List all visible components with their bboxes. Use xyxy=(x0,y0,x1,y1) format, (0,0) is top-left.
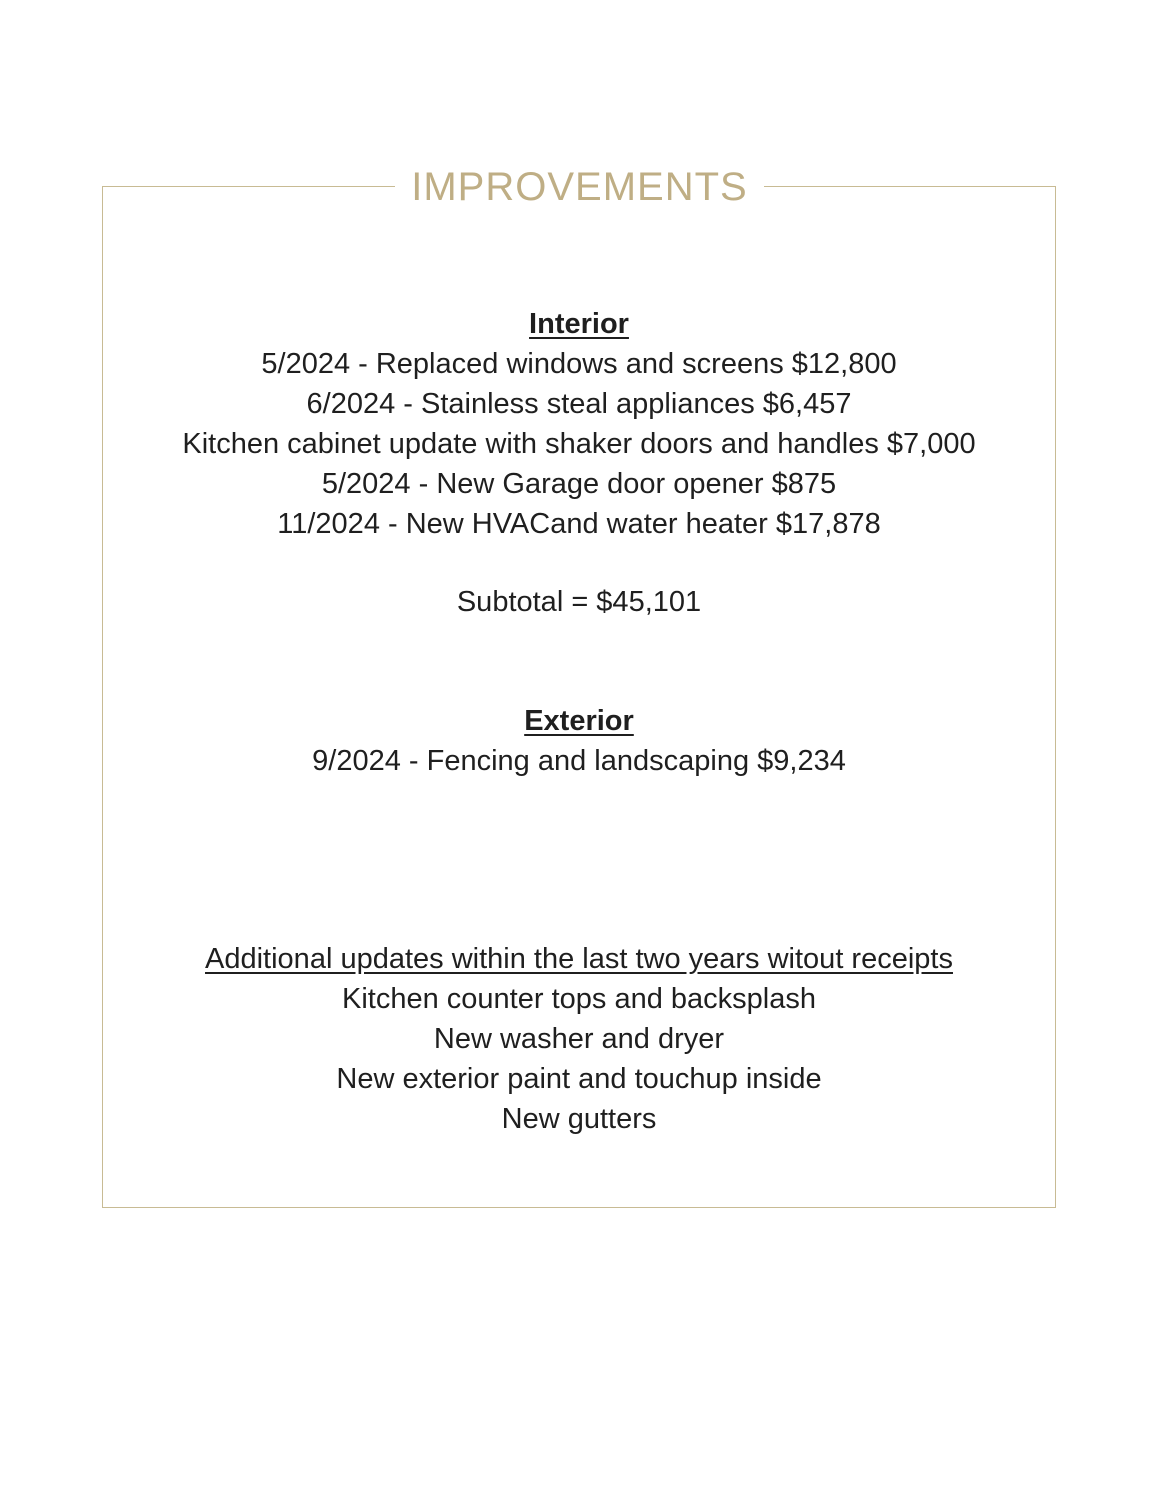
exterior-heading: Exterior xyxy=(524,705,634,737)
interior-subtotal: Subtotal = $45,101 xyxy=(456,586,702,618)
interior-item: 5/2024 - Replaced windows and screens $12,800 xyxy=(261,348,897,380)
additional-section xyxy=(102,939,1056,1139)
exterior-section xyxy=(102,701,1056,781)
interior-item: 6/2024 - Stainless steal appliances $6,457 xyxy=(306,388,852,420)
interior-item: Kitchen cabinet update with shaker doors and handles $7,000 xyxy=(182,428,976,460)
additional-item: Kitchen counter tops and backsplash xyxy=(342,983,816,1015)
additional-item: New gutters xyxy=(501,1103,657,1135)
additional-item: New washer and dryer xyxy=(433,1023,725,1055)
interior-heading: Interior xyxy=(529,308,629,340)
interior-item: 5/2024 - New Garage door opener $875 xyxy=(321,468,837,500)
interior-section xyxy=(102,304,1056,544)
interior-item: 11/2024 - New HVACand water heater $17,878 xyxy=(277,508,881,540)
additional-heading: Additional updates within the last two years witout receipts xyxy=(205,943,953,975)
page-title: IMPROVEMENTS xyxy=(395,163,763,211)
exterior-item: 9/2024 - Fencing and landscaping $9,234 xyxy=(312,745,846,777)
additional-item: New exterior paint and touchup inside xyxy=(336,1063,822,1095)
subtotal-section xyxy=(102,582,1056,622)
